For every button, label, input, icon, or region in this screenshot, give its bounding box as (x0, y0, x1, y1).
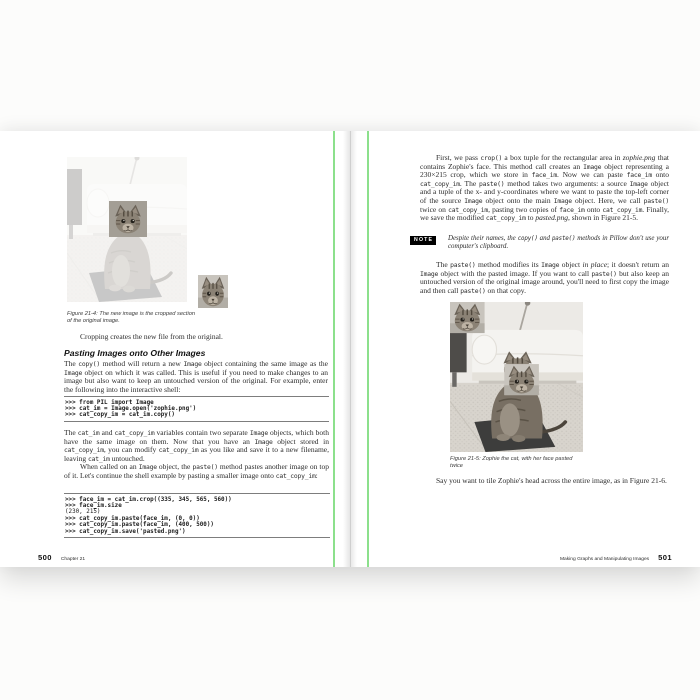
pasted-face-top-left (450, 302, 485, 333)
figure-21-5-image (450, 302, 583, 452)
paragraph-text: The paste() method modifies its Image object in place; it doesn't return an Image object with the pasted image. If you want to call paste() but also keep an untouched version of the original image around, you'll need to first copy the image and then call paste() on that copy. (420, 260, 669, 295)
paragraph-text: The cat_im and cat_copy_im variables contain two separate Image objects, which both have the same image on them. Now that you have an Image object stored in cat_copy_im, you can modify cat_copy_im as you like and save it to a new filename, leaving cat_im untouched. (64, 428, 329, 463)
page-number: 500 (38, 553, 52, 562)
paragraph-text: Cropping creates the new file from the original. (80, 332, 223, 341)
note-label: NOTE (410, 236, 436, 245)
figure-21-5-caption: Figure 21-5: Zophie the cat, with her face pasted twice (450, 456, 573, 469)
section-heading: Pasting Images onto Other Images (64, 348, 206, 358)
left-page-footer (38, 547, 85, 565)
paragraph-text: When called on an Image object, the paste() method pastes another image on top of it. Let's continue the shell example by pasting a smaller image onto cat_copy_im: (64, 462, 329, 480)
page-number: 501 (658, 553, 672, 562)
note-callout (448, 235, 669, 252)
pasted-face-center (504, 364, 539, 395)
highlighted-crop-region (109, 201, 147, 237)
code-block-paste: >>> face_im = cat_im.crop((335, 345, 565, 560)) >>> face_im.size (230, 215) >>> cat_copy_im.paste(face_im, (0, 0)) >>> cat_copy_im.paste(face_im, (400, 500)) >>> cat_copy_im.save('pasted.png') (64, 493, 330, 538)
paragraph-first-crop (420, 154, 669, 223)
right-page-footer (360, 547, 672, 565)
paragraph-tile (420, 477, 669, 486)
page-gutter-line (350, 131, 351, 567)
figure-21-4-caption: Figure 21-4: The new image is the cropped section of the original image. (67, 311, 196, 324)
code-block-copy: >>> from PIL import Image >>> cat_im = Image.open('zophie.png') >>> cat_copy_im = cat_im.copy() (64, 396, 329, 422)
paragraph-cropping (64, 333, 328, 342)
figure-21-4-image (67, 157, 187, 302)
cropped-face-thumbnail (198, 275, 228, 308)
paragraph-text: First, we pass crop() a box tuple for the rectangular area in zophie.png that contains Zophie's face. This method call creates an Image object representing a 230×215 crop, which we store in face_im. Now we can paste face_im onto cat_copy_im. The paste() method takes two arguments: a source Image object and a tuple of the x- and y-coordinates where we want to paste the top-left corner of the source Image object onto the main Image object. Here, we call paste() twice on cat_copy_im, pasting two copies of face_im onto cat_copy_im. Finally, we save the modified cat_copy_im to pasted.png, shown in Figure 21-5. (420, 153, 670, 223)
section-label: Making Graphs and Manipulating Images (559, 557, 650, 562)
paragraph-paste-in-place (420, 261, 669, 295)
paragraph-copy-method (64, 360, 328, 394)
paragraph-text: Say you want to tile Zophie's head across the entire image, as in Figure 21-6. (436, 476, 667, 485)
margin-guide-line-right (367, 131, 369, 567)
paragraph-text: The copy() method will return a new Image object containing the same image as the Image object on which it was called. This is useful if you need to make changes to an image but also want to keep an untouched version of the original. For example, enter the following into the interactive shell: (64, 359, 328, 394)
margin-guide-line-left (333, 131, 335, 567)
book-page-spread (0, 131, 700, 567)
paragraph-catim-variables (64, 429, 329, 481)
note-text: Despite their names, the copy() and paste() methods in Pillow don't use your computer's clipboard. (448, 235, 670, 251)
chapter-label: Chapter 21 (60, 557, 86, 562)
